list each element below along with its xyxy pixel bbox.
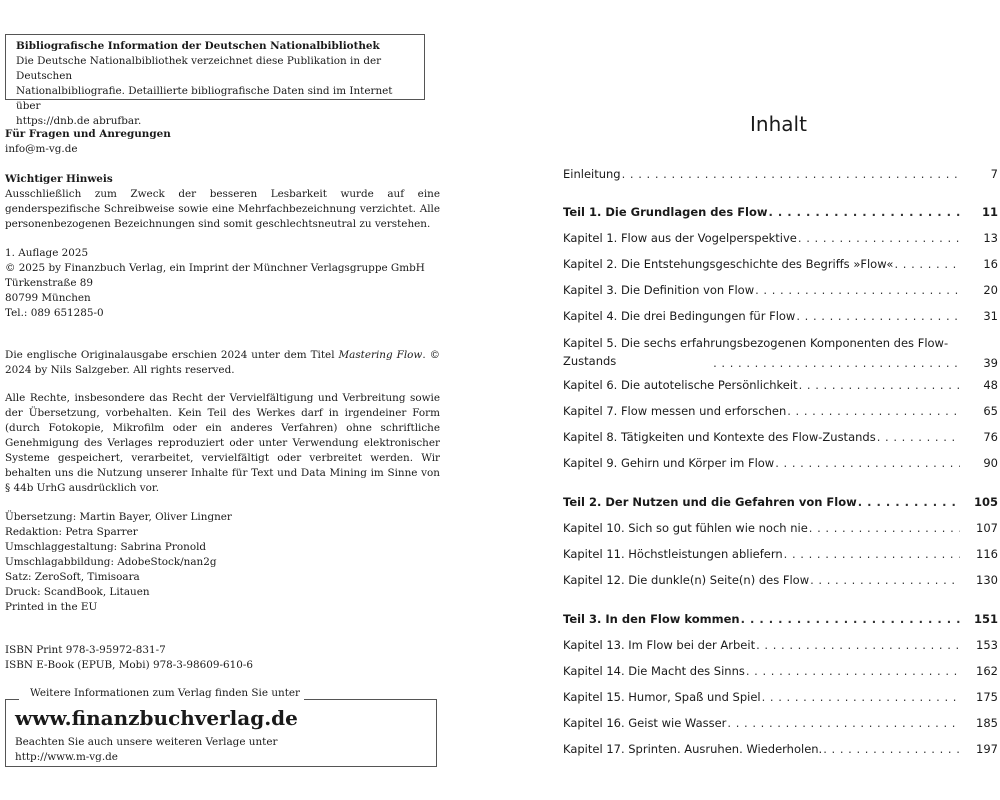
edition: 1. Auflage 2025 — [5, 247, 89, 259]
bibliographic-heading: Bibliografische Information der Deutschen Nationalbibliothek — [16, 40, 380, 52]
toc-entry-label: Kapitel 8. Tätigkeiten und Kontexte des Flow-Zustands — [563, 430, 876, 444]
credits-list — [5, 510, 440, 615]
toc-entry[interactable] — [563, 573, 998, 587]
bibliographic-line: Nationalbibliografie. Detaillierte bibliografische Daten sind im Internet über — [16, 85, 393, 112]
toc-page-number: 65 — [983, 404, 998, 418]
toc-entry-label: Teil 2. Der Nutzen und die Gefahren von Flow — [563, 495, 857, 509]
contact-email: info@m-vg.de — [5, 143, 78, 155]
toc-entry-label: Kapitel 14. Die Macht des Sinns — [563, 664, 745, 678]
toc-entry[interactable] — [563, 334, 998, 370]
toc-entry[interactable] — [563, 690, 998, 704]
credit-line: Redaktion: Petra Sparrer — [5, 526, 138, 538]
publisher-street: Türkenstraße 89 — [5, 277, 94, 289]
toc-page-number: 76 — [983, 430, 998, 444]
isbn-print: ISBN Print 978-3-95972-831-7 — [5, 644, 166, 656]
toc-entry[interactable] — [563, 742, 998, 756]
toc-entry[interactable] — [563, 167, 998, 181]
toc-part-entry[interactable] — [563, 205, 998, 219]
toc-title: Inhalt — [750, 112, 807, 136]
toc-leader-dots — [713, 356, 960, 370]
toc-entry[interactable] — [563, 638, 998, 652]
rights-text: Alle Rechte, insbesondere das Recht der Vervielfältigung und Verbreitung sowie der Übersetzung, vorbehalten. Kein Teil des Werkes darf in irgendeiner Form (durch Fotokopie, Mikrofilm oder ein anderes Verfahren) ohne schriftliche Genehmigung des Verlages reproduziert oder unter Verwendung elektronischer Systeme gespeichert, verarbeitet, vervielfältigt oder verbreitet werden. Wir behalten uns die Nutzung unserer Inhalte für Text und Data Mining im Sinne von § 44b UrhG ausdrücklich vor. — [5, 392, 440, 494]
toc-part-entry[interactable] — [563, 612, 998, 626]
toc-page-number: 39 — [983, 356, 998, 370]
toc-leader-dots — [787, 404, 960, 418]
toc-page-number: 153 — [976, 638, 998, 652]
toc-entry-label: Kapitel 3. Die Definition von Flow — [563, 283, 755, 297]
bibliographic-line: https://dnb.de abrufbar. — [16, 115, 142, 127]
toc-entry[interactable] — [563, 521, 998, 535]
toc-page-number: 107 — [976, 521, 998, 535]
toc-leader-dots — [858, 495, 960, 509]
toc-entry[interactable] — [563, 547, 998, 561]
toc-page-number: 185 — [976, 716, 998, 730]
toc-entry-label: Kapitel 15. Humor, Spaß und Spiel — [563, 690, 761, 704]
toc-entry[interactable] — [563, 430, 998, 444]
publisher-info-legend: Weitere Informationen zum Verlag finden Sie unter — [30, 687, 300, 699]
toc-part-entry[interactable] — [563, 495, 998, 509]
toc-entry[interactable] — [563, 664, 998, 678]
toc-leader-dots — [798, 231, 960, 245]
toc-entry-label: Teil 3. In den Flow kommen — [563, 612, 740, 626]
toc-leader-dots — [756, 638, 960, 652]
copyright: © 2025 by Finanzbuch Verlag, ein Imprint der Münchner Verlagsgruppe GmbH — [5, 262, 425, 274]
notice-section — [5, 172, 440, 232]
toc-entry-label: Kapitel 6. Die autotelische Persönlichkeit — [563, 378, 798, 392]
credit-line: Übersetzung: Martin Bayer, Oliver Lingner — [5, 511, 232, 523]
toc-entry-label: Kapitel 9. Gehirn und Körper im Flow — [563, 456, 775, 470]
toc-page-number: 175 — [976, 690, 998, 704]
publisher-city: 80799 München — [5, 292, 91, 304]
toc-entry[interactable] — [563, 456, 998, 470]
toc-entry[interactable] — [563, 231, 998, 245]
toc-leader-dots — [823, 742, 960, 756]
toc-entry[interactable] — [563, 257, 998, 271]
publisher-info-text — [15, 735, 305, 765]
publisher-phone: Tel.: 089 651285-0 — [5, 307, 104, 319]
toc-entry-label: Kapitel 1. Flow aus der Vogelperspektive — [563, 231, 797, 245]
toc-leader-dots — [769, 205, 960, 219]
toc-entry[interactable] — [563, 716, 998, 730]
toc-page-number: 162 — [976, 664, 998, 678]
toc-page-number: 48 — [983, 378, 998, 392]
questions-section — [5, 127, 440, 157]
toc-entry-label: Kapitel 4. Die drei Bedingungen für Flow — [563, 309, 796, 323]
toc-leader-dots — [809, 521, 960, 535]
credit-line: Umschlaggestaltung: Sabrina Pronold — [5, 541, 207, 553]
toc-page-number: 11 — [981, 205, 998, 219]
toc-page-number: 20 — [983, 283, 998, 297]
toc-entry-label: Kapitel 2. Die Entstehungsgeschichte des Begriffs »Flow« — [563, 257, 894, 271]
original-edition-note: Die englische Originalausgabe erschien 2024 unter dem Titel Mastering Flow. © 2024 by Nils Salzgeber. All rights reserved. — [5, 349, 440, 376]
toc-page-number: 90 — [983, 456, 998, 470]
toc-entry-label: Teil 1. Die Grundlagen des Flow — [563, 205, 768, 219]
toc-leader-dots — [810, 573, 960, 587]
toc-entry-label: Kapitel 17. Sprinten. Ausruhen. Wiederholen. — [563, 742, 823, 756]
toc-entry-label: Kapitel 7. Flow messen und erforschen — [563, 404, 787, 418]
toc-leader-dots — [727, 716, 960, 730]
imprint-section — [5, 246, 440, 321]
toc-page-number: 31 — [983, 309, 998, 323]
toc-entry-label: Kapitel 5. Die sechs erfahrungsbezogenen Komponenten des Flow- Zustands — [563, 336, 949, 368]
credit-line: Umschlagabbildung: AdobeStock/nan2g — [5, 556, 217, 568]
toc-page-number: 130 — [976, 573, 998, 587]
toc-leader-dots — [894, 257, 960, 271]
bibliographic-info-box — [5, 34, 425, 127]
other-publishers-line: Beachten Sie auch unsere weiteren Verlage unter — [15, 736, 278, 748]
toc-entry[interactable] — [563, 309, 998, 323]
questions-heading: Für Fragen und Anregungen — [5, 128, 171, 140]
credit-line: Printed in the EU — [5, 601, 98, 613]
toc-entry[interactable] — [563, 404, 998, 418]
toc-leader-dots — [622, 167, 960, 181]
toc-entry[interactable] — [563, 378, 998, 392]
toc-leader-dots — [755, 283, 960, 297]
publisher-website-link[interactable]: www.finanzbuchverlag.de — [15, 706, 298, 730]
toc-leader-dots — [796, 309, 960, 323]
toc-entry-label: Einleitung — [563, 167, 621, 181]
toc-entry-label: Kapitel 13. Im Flow bei der Arbeit — [563, 638, 756, 652]
toc-leader-dots — [775, 456, 960, 470]
isbn-ebook: ISBN E-Book (EPUB, Mobi) 978-3-98609-610-6 — [5, 659, 253, 671]
notice-text: Ausschließlich zum Zweck der besseren Lesbarkeit wurde auf eine genderspezifische Schreibweise sowie eine Mehrfachbezeichnung verzichtet. Alle personenbezogenen Bezeichnungen sind somit geschlechtsneutral zu verstehen. — [5, 188, 440, 230]
toc-page-number: 197 — [976, 742, 998, 756]
credit-line: Satz: ZeroSoft, Timisoara — [5, 571, 140, 583]
toc-page-number: 7 — [990, 167, 998, 181]
toc-entry-label: Kapitel 11. Höchstleistungen abliefern — [563, 547, 783, 561]
toc-entry-label: Kapitel 10. Sich so gut fühlen wie noch nie — [563, 521, 808, 535]
toc-page-number: 105 — [973, 495, 998, 509]
isbn-list — [5, 643, 440, 673]
toc-leader-dots — [784, 547, 960, 561]
toc-leader-dots — [799, 378, 960, 392]
toc-leader-dots — [746, 664, 960, 678]
toc-leader-dots — [762, 690, 960, 704]
toc-page-number: 116 — [976, 547, 998, 561]
toc-leader-dots — [741, 612, 960, 626]
toc-entry[interactable] — [563, 283, 998, 297]
notice-heading: Wichtiger Hinweis — [5, 173, 113, 185]
toc-page-number: 151 — [973, 612, 998, 626]
other-publishers-link[interactable]: http://www.m-vg.de — [15, 751, 118, 763]
toc-page-number: 16 — [983, 257, 998, 271]
toc-leader-dots — [877, 430, 960, 444]
original-title: Mastering Flow — [338, 349, 423, 361]
toc-page-number: 13 — [983, 231, 998, 245]
credit-line: Druck: ScandBook, Litauen — [5, 586, 150, 598]
toc-entry-label: Kapitel 12. Die dunkle(n) Seite(n) des Flow — [563, 573, 810, 587]
bibliographic-line: Die Deutsche Nationalbibliothek verzeichnet diese Publikation in der Deutschen — [16, 55, 382, 82]
toc-entry-label: Kapitel 16. Geist wie Wasser — [563, 716, 727, 730]
